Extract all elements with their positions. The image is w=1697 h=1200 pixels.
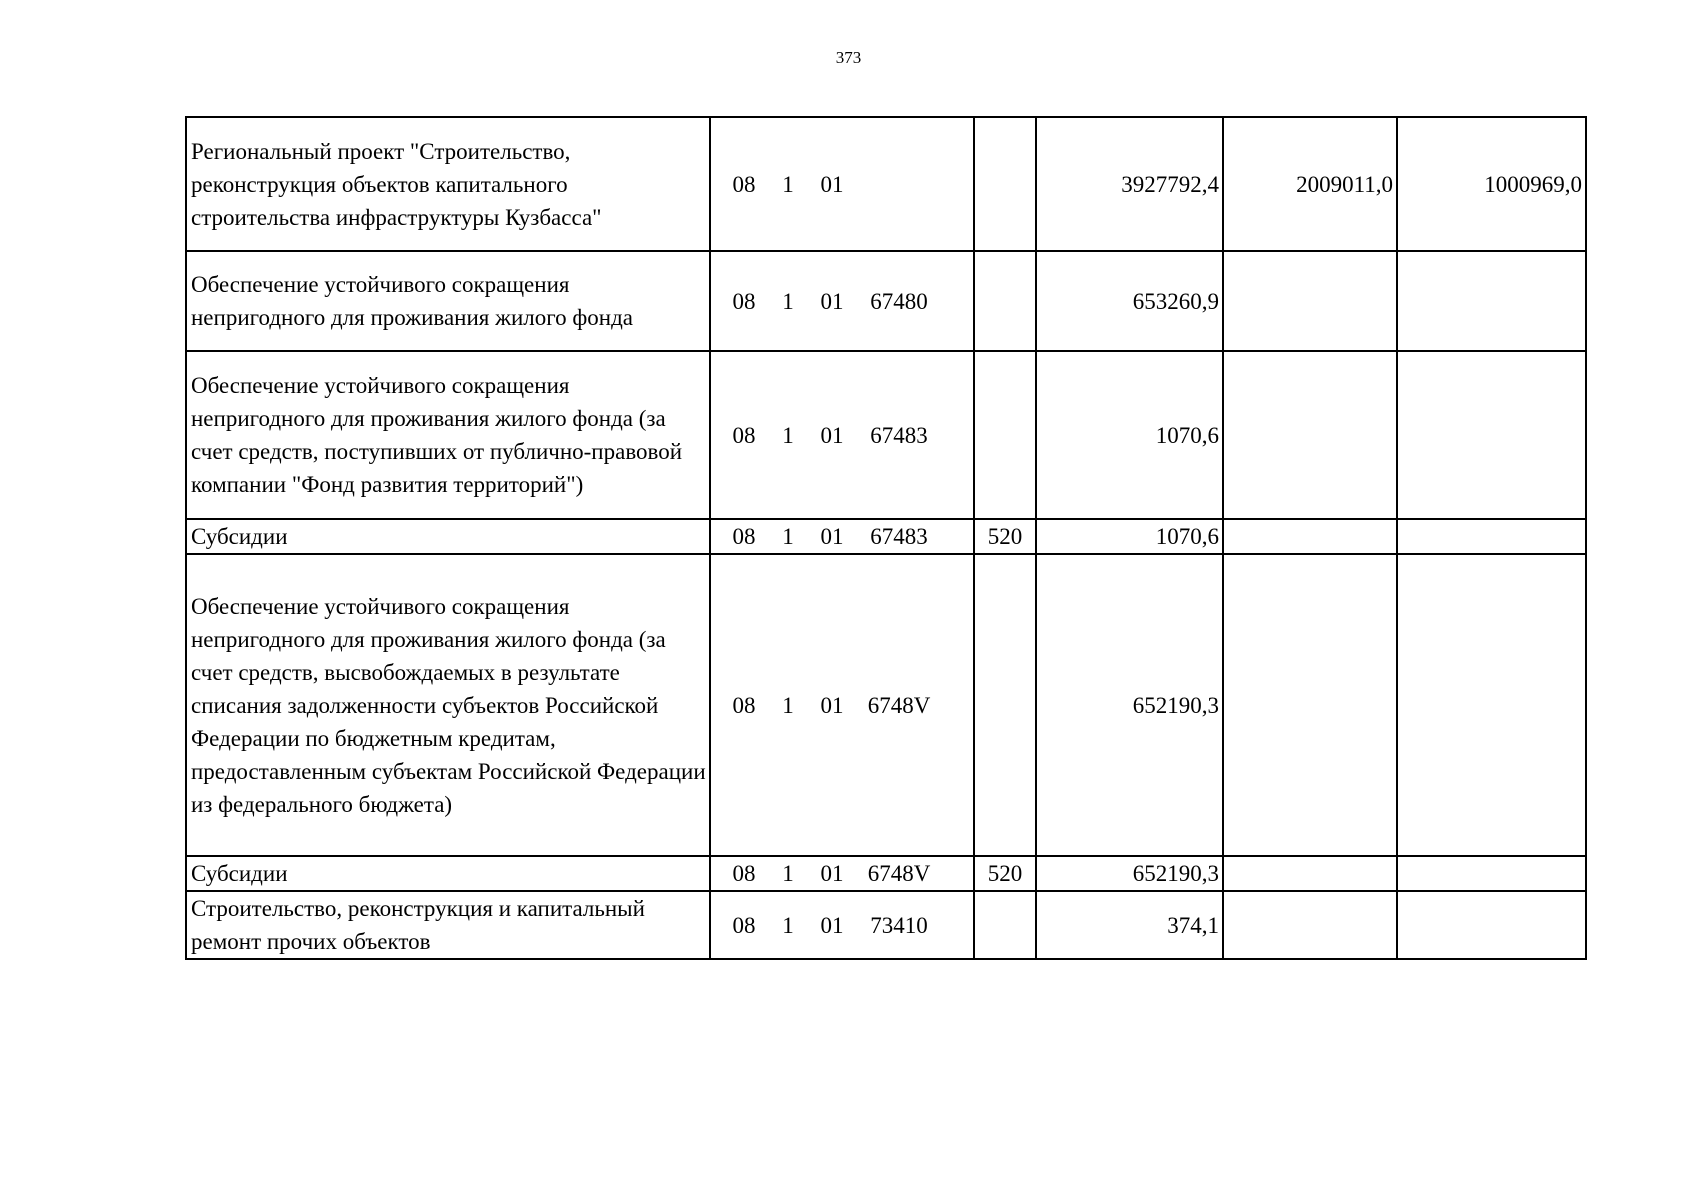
amount-year3: 1000969,0 <box>1397 117 1586 251</box>
code-direction: 6748V <box>867 861 931 886</box>
code-direction: 73410 <box>870 912 928 938</box>
table-row <box>186 251 1586 351</box>
code-program: 1 <box>782 912 794 938</box>
code-program: 1 <box>782 171 794 197</box>
amount-year3 <box>1397 554 1586 856</box>
expense-type-cell <box>974 251 1036 351</box>
code-cell <box>710 891 974 959</box>
row-name: Субсидии <box>186 856 710 891</box>
table-row <box>186 891 1586 959</box>
row-name: Обеспечение устойчивого сокращения непригодного для проживания жилого фонда (за счет средств, поступивших от публично-правовой компании "Фонд развития территорий") <box>186 351 710 519</box>
code-subprogram: 01 <box>820 524 844 549</box>
amount-year3 <box>1397 519 1586 554</box>
amount-year1: 1070,6 <box>1036 519 1223 554</box>
code-cell <box>710 554 974 856</box>
table-row <box>186 117 1586 251</box>
amount-year1: 652190,3 <box>1036 856 1223 891</box>
amount-year3 <box>1397 856 1586 891</box>
code-subprogram: 01 <box>820 422 844 448</box>
amount-year2 <box>1223 251 1397 351</box>
code-cell <box>710 519 974 554</box>
budget-table <box>185 116 1587 960</box>
code-subprogram: 01 <box>820 692 844 718</box>
code-subprogram: 01 <box>820 288 844 314</box>
amount-year1: 3927792,4 <box>1036 117 1223 251</box>
amount-year2: 2009011,0 <box>1223 117 1397 251</box>
code-section: 08 <box>732 171 756 197</box>
amount-year1: 1070,6 <box>1036 351 1223 519</box>
code-program: 1 <box>782 861 794 886</box>
expense-type-cell <box>974 117 1036 251</box>
amount-year3 <box>1397 891 1586 959</box>
amount-year2 <box>1223 554 1397 856</box>
code-direction: 6748V <box>867 692 931 718</box>
row-name: Обеспечение устойчивого сокращения непригодного для проживания жилого фонда (за счет средств, высвобождаемых в результате списания задолженности субъектов Российской Федерации по бюджетным кредитам, предоставленным субъектам Российской Федерации из федерального бюджета) <box>186 554 710 856</box>
code-cell <box>710 856 974 891</box>
amount-year1: 653260,9 <box>1036 251 1223 351</box>
code-section: 08 <box>732 861 756 886</box>
code-section: 08 <box>732 912 756 938</box>
expense-type-cell <box>974 351 1036 519</box>
amount-year1: 374,1 <box>1036 891 1223 959</box>
amount-year2 <box>1223 856 1397 891</box>
expense-type-cell: 520 <box>974 856 1036 891</box>
amount-year2 <box>1223 351 1397 519</box>
expense-type-cell: 520 <box>974 519 1036 554</box>
code-program: 1 <box>782 422 794 448</box>
expense-type-cell <box>974 554 1036 856</box>
code-program: 1 <box>782 288 794 314</box>
table-row <box>186 856 1586 891</box>
code-cell <box>710 351 974 519</box>
table-row <box>186 351 1586 519</box>
code-direction: 67483 <box>870 422 928 448</box>
amount-year1: 652190,3 <box>1036 554 1223 856</box>
code-section: 08 <box>732 422 756 448</box>
page-number: 373 <box>835 48 862 67</box>
code-cell <box>710 251 974 351</box>
table-row <box>186 519 1586 554</box>
amount-year2 <box>1223 891 1397 959</box>
row-name: Обеспечение устойчивого сокращения непригодного для проживания жилого фонда <box>186 251 710 351</box>
code-subprogram: 01 <box>820 171 844 197</box>
expense-type-cell <box>974 891 1036 959</box>
code-section: 08 <box>732 524 756 549</box>
code-subprogram: 01 <box>820 861 844 886</box>
code-direction: 67480 <box>870 288 928 314</box>
code-subprogram: 01 <box>820 912 844 938</box>
code-section: 08 <box>732 288 756 314</box>
table-row <box>186 554 1586 856</box>
row-name: Строительство, реконструкция и капитальный ремонт прочих объектов <box>186 891 710 959</box>
amount-year3 <box>1397 251 1586 351</box>
code-cell <box>710 117 974 251</box>
code-direction: 67483 <box>870 524 928 549</box>
amount-year2 <box>1223 519 1397 554</box>
row-name: Региональный проект "Строительство, реконструкция объектов капитального строительства инфраструктуры Кузбасса" <box>186 117 710 251</box>
code-program: 1 <box>782 524 794 549</box>
row-name: Субсидии <box>186 519 710 554</box>
amount-year3 <box>1397 351 1586 519</box>
code-section: 08 <box>732 692 756 718</box>
code-program: 1 <box>782 692 794 718</box>
